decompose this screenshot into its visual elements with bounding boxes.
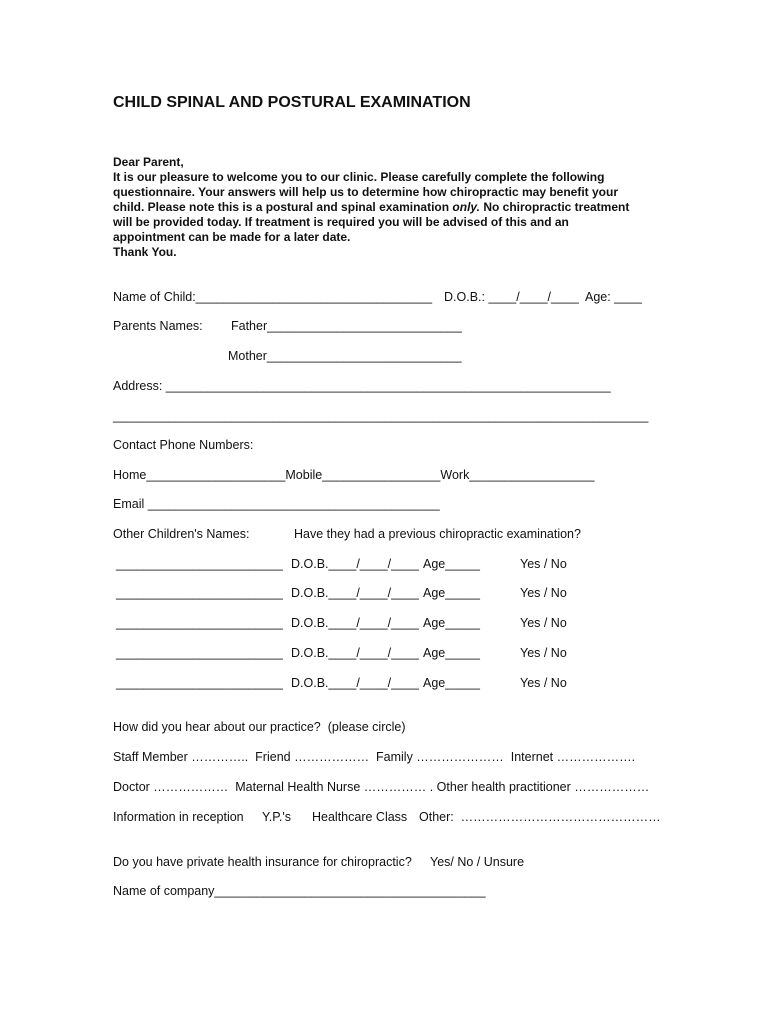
intro-line: will be provided today. If treatment is required you will be advised of this and an	[113, 215, 569, 229]
address-field[interactable]: Address: ________________________________________________________________	[113, 379, 611, 393]
sibling-dob-field[interactable]: D.O.B.____/____/____	[291, 557, 419, 571]
yes-no-option[interactable]: Yes / No	[520, 557, 567, 571]
previous-exam-question: Have they had a previous chiropractic examination?	[294, 527, 581, 541]
intro-letter	[113, 155, 673, 260]
yes-no-option[interactable]: Yes / No	[520, 646, 567, 660]
referral-option-yp[interactable]: Y.P.'s	[262, 810, 292, 824]
yes-no-option[interactable]: Yes / No	[520, 676, 567, 690]
sibling-age-field[interactable]: Age_____	[423, 646, 481, 660]
greeting: Dear Parent,	[113, 155, 184, 169]
page-title: CHILD SPINAL AND POSTURAL EXAMINATION	[113, 94, 471, 111]
intro-line: It is our pleasure to welcome you to our clinic. Please carefully complete the following	[113, 170, 605, 184]
mother-field[interactable]: Mother____________________________	[228, 349, 462, 363]
sibling-age-field[interactable]: Age_____	[423, 557, 481, 571]
yes-no-option[interactable]: Yes / No	[520, 616, 567, 630]
parents-label: Parents Names:	[113, 319, 203, 333]
address-field-line2[interactable]: _____________________________________________________________________________	[113, 409, 649, 423]
sibling-dob-field[interactable]: D.O.B.____/____/____	[291, 646, 419, 660]
phone-label: Contact Phone Numbers:	[113, 438, 254, 452]
yes-no-option[interactable]: Yes / No	[520, 586, 567, 600]
insurance-question: Do you have private health insurance for chiropractic?	[113, 855, 412, 869]
emphasis-only: only.	[452, 200, 480, 214]
sibling-name-field[interactable]: ________________________	[116, 616, 283, 630]
referral-question: How did you hear about our practice? (please circle)	[113, 720, 406, 734]
email-field[interactable]: Email __________________________________________	[113, 497, 440, 511]
sibling-name-field[interactable]: ________________________	[116, 586, 283, 600]
sibling-dob-field[interactable]: D.O.B.____/____/____	[291, 676, 419, 690]
child-age-field[interactable]: Age: ____	[585, 290, 642, 304]
intro-line: appointment can be made for a later date.	[113, 230, 351, 244]
phone-fields[interactable]: Home____________________Mobile_________________Work__________________	[113, 468, 595, 482]
referral-options-row1[interactable]: Staff Member ………….. Friend ……………… Family ………………… Internet ……………….	[113, 750, 636, 764]
intro-text: child. Please note this is a postural and spinal examination	[113, 200, 453, 214]
intro-text: No chiropractic treatment	[479, 200, 630, 214]
other-children-label: Other Children's Names:	[113, 527, 250, 541]
sibling-name-field[interactable]: ________________________	[116, 646, 283, 660]
sign-off: Thank You.	[113, 245, 177, 259]
child-name-field[interactable]: Name of Child:__________________________________	[113, 290, 433, 304]
sibling-name-field[interactable]: ________________________	[116, 676, 283, 690]
referral-option-other[interactable]: Other: …………………………………………	[419, 810, 661, 824]
child-dob-field[interactable]: D.O.B.: ____/____/____	[444, 290, 579, 304]
sibling-dob-field[interactable]: D.O.B.____/____/____	[291, 586, 419, 600]
referral-options-row2[interactable]: Doctor ……………… Maternal Health Nurse …………… . Other health practitioner ………………	[113, 780, 650, 794]
sibling-age-field[interactable]: Age_____	[423, 676, 481, 690]
intro-line: questionnaire. Your answers will help us to determine how chiropractic may benefit your	[113, 185, 619, 199]
sibling-dob-field[interactable]: D.O.B.____/____/____	[291, 616, 419, 630]
intro-line	[113, 200, 673, 215]
referral-option-reception[interactable]: Information in reception	[113, 810, 244, 824]
sibling-name-field[interactable]: ________________________	[116, 557, 283, 571]
insurance-company-field[interactable]: Name of company_______________________________________	[113, 884, 486, 898]
sibling-age-field[interactable]: Age_____	[423, 586, 481, 600]
father-field[interactable]: Father____________________________	[231, 319, 462, 333]
sibling-age-field[interactable]: Age_____	[423, 616, 481, 630]
referral-option-healthcare-class[interactable]: Healthcare Class	[312, 810, 408, 824]
insurance-options[interactable]: Yes/ No / Unsure	[430, 855, 525, 869]
